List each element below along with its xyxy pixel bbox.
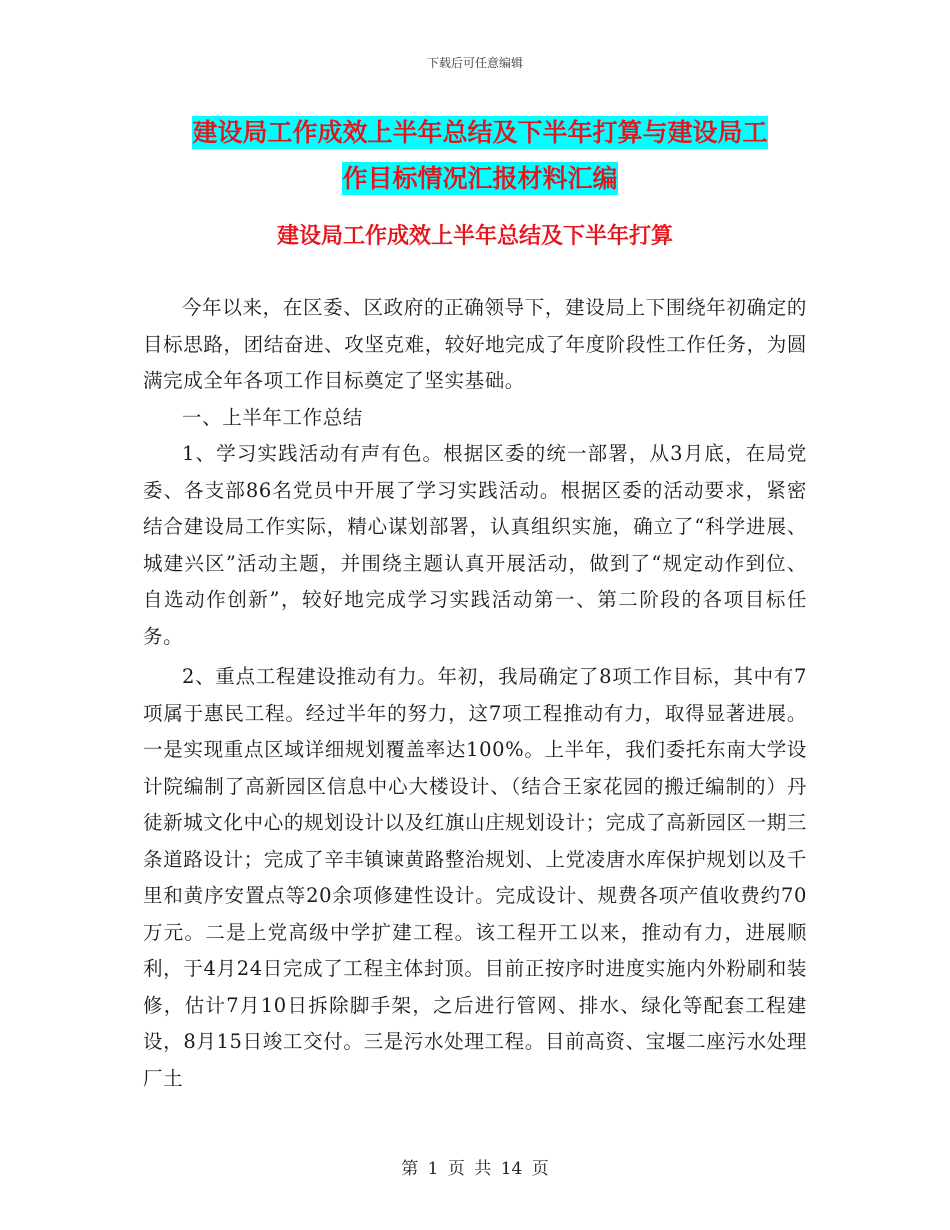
paragraph-item-2: 2、重点工程建设推动有力。年初，我局确定了8项工作目标，其中有7项属于惠民工程。经过半年的努力，这7项工程推动有力，取得显著进展。一是实现重点区域详细规划覆盖率达100%。上半年，我们委托东南大学设计院编制了高新园区信息中心大楼设计、（结合王家花园的搬迁编制的）丹徒新城文化中心的规划设计以及红旗山庄规划设计；完成了高新园区一期三条道路设计；完成了辛丰镇谏黄路整治规划、上党凌唐水库保护规划以及千里和黄序安置点等20余项修建性设计。完成设计、规费各项产值收费约70万元。二是上党高级中学扩建工程。该工程开工以来，推动有力，进展顺利，于4月24日完成了工程主体封顶。目前正按序时进度实施内外粉刷和装修，估计7月10日拆除脚手架，之后进行管网、排水、绿化等配套工程建设，8月15日竣工交付。三是污水处理工程。目前高资、宝堰二座污水处理厂土 [143, 665, 807, 1090]
paragraph-intro: 今年以来，在区委、区政府的正确领导下，建设局上下围绕年初确定的目标思路，团结奋进、攻坚克难，较好地完成了年度阶段性工作任务，为圆满完成全年各项工作目标奠定了坚实基础。 [143, 296, 807, 392]
title-line-2: 作目标情况汇报材料汇编 [342, 164, 618, 193]
paragraph-item-1: 1、学习实践活动有声有色。根据区委的统一部署，从3月底，在局党委、各支部86名党员中开展了学习实践活动。根据区委的活动要求，紧密结合建设局工作实际，精心谋划部署，认真组织实施，确立了“科学进展、城建兴区”活动主题，并围绕主题认真开展活动，做到了“规定动作到位、自选动作创新”，较好地完成学习实践活动第一、第二阶段的各项目标任务。 [143, 442, 807, 648]
title-line-1: 建设局工作成效上半年总结及下半年打算与建设局工 [192, 118, 768, 147]
header-note: 下载后可任意编辑 [426, 56, 523, 70]
document-body [143, 290, 807, 1097]
section-subtitle: 建设局工作成效上半年总结及下半年打算 [276, 224, 673, 249]
page-number: 第 1 页 共 14 页 [401, 1159, 549, 1179]
document-title [150, 110, 810, 202]
paragraph-heading-1: 一、上半年工作总结 [182, 405, 363, 429]
